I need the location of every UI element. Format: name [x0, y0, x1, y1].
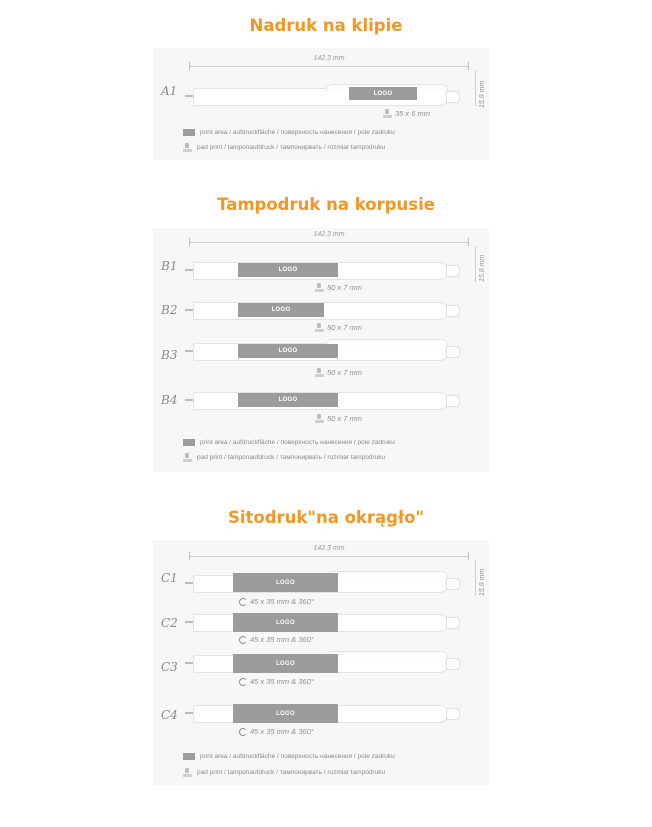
pen-drawing	[185, 300, 470, 320]
print-size: 50 x 7 mm	[315, 283, 362, 292]
body-print-panel	[153, 228, 489, 472]
print-size: 50 x 7 mm	[315, 414, 362, 423]
rotation-360-icon	[239, 728, 247, 736]
length-dimension: 142.3 mm	[189, 548, 469, 557]
legend-print-area: print area / aufdruckfläche / поверхность нанесения / pole zadruku	[183, 439, 395, 446]
length-dimension: 142.3 mm	[189, 234, 469, 243]
print-area: LOGO	[233, 704, 338, 723]
row-label: C3	[161, 660, 178, 674]
legend-pad-print: pad print / tamponaufdruck / тампонирвать / rozmiar tampodruku	[183, 768, 385, 777]
row-label: A1	[161, 84, 178, 98]
row-label: B3	[161, 348, 178, 362]
height-label: 15.8 mm	[479, 254, 486, 282]
length-dimension: 142.3 mm	[189, 58, 469, 67]
legend-pad-print: pad print / tamponaufdruck / тампонирвать / rozmiar tampodruku	[183, 143, 385, 152]
rotation-360-icon	[239, 678, 247, 686]
height-label: 15.8 mm	[479, 568, 486, 596]
print-area-swatch	[183, 129, 195, 136]
section-title-body: Tampodruk na korpusie	[217, 195, 435, 214]
row-label: C1	[161, 571, 178, 585]
row-label: B1	[161, 259, 178, 273]
row-label: B2	[161, 303, 178, 317]
height-label: 15.8 mm	[479, 80, 486, 108]
print-area: LOGO	[233, 613, 338, 632]
legend-print-area: print area / aufdruckfläche / поверхность нанесения / pole zadruku	[183, 753, 395, 760]
print-size: 45 x 35 mm & 360°	[239, 597, 314, 606]
pad-print-icon	[315, 368, 324, 377]
pad-print-icon	[183, 143, 192, 152]
pad-print-icon	[315, 283, 324, 292]
pad-print-icon	[183, 453, 192, 462]
clip-print-panel	[153, 48, 489, 160]
legend-pad-print: pad print / tamponaufdruck / тампонирвать / rozmiar tampodruku	[183, 453, 385, 462]
screen-print-panel	[153, 540, 489, 785]
print-size: 45 x 35 mm & 360°	[239, 635, 314, 644]
row-label: B4	[161, 393, 178, 407]
pen-drawing	[185, 86, 470, 106]
print-area: LOGO	[233, 654, 338, 673]
print-area: LOGO	[349, 87, 417, 100]
print-size: 50 x 7 mm	[315, 368, 362, 377]
print-size: 45 x 35 mm & 360°	[239, 727, 314, 736]
row-label: C2	[161, 616, 178, 630]
pad-print-icon	[183, 768, 192, 777]
row-label: C4	[161, 708, 178, 722]
print-area: LOGO	[238, 303, 324, 317]
section-title-clip: Nadruk na klipie	[249, 16, 403, 35]
print-area: LOGO	[233, 573, 338, 592]
print-area-swatch	[183, 439, 195, 446]
pad-print-icon	[315, 414, 324, 423]
pad-print-icon	[383, 109, 392, 118]
print-area: LOGO	[238, 344, 338, 358]
pad-print-icon	[315, 323, 324, 332]
print-area-swatch	[183, 753, 195, 760]
section-title-screen: Sitodruk"na okrągło"	[227, 508, 425, 527]
print-size: 50 x 7 mm	[315, 323, 362, 332]
print-size: 45 x 35 mm & 360°	[239, 677, 314, 686]
print-area: LOGO	[238, 393, 338, 407]
legend-print-area: print area / aufdruckfläche / поверхность нанесения / pole zadruku	[183, 129, 395, 136]
print-size: 35 x 6 mm	[383, 109, 430, 118]
rotation-360-icon	[239, 598, 247, 606]
rotation-360-icon	[239, 636, 247, 644]
print-area: LOGO	[238, 263, 338, 277]
